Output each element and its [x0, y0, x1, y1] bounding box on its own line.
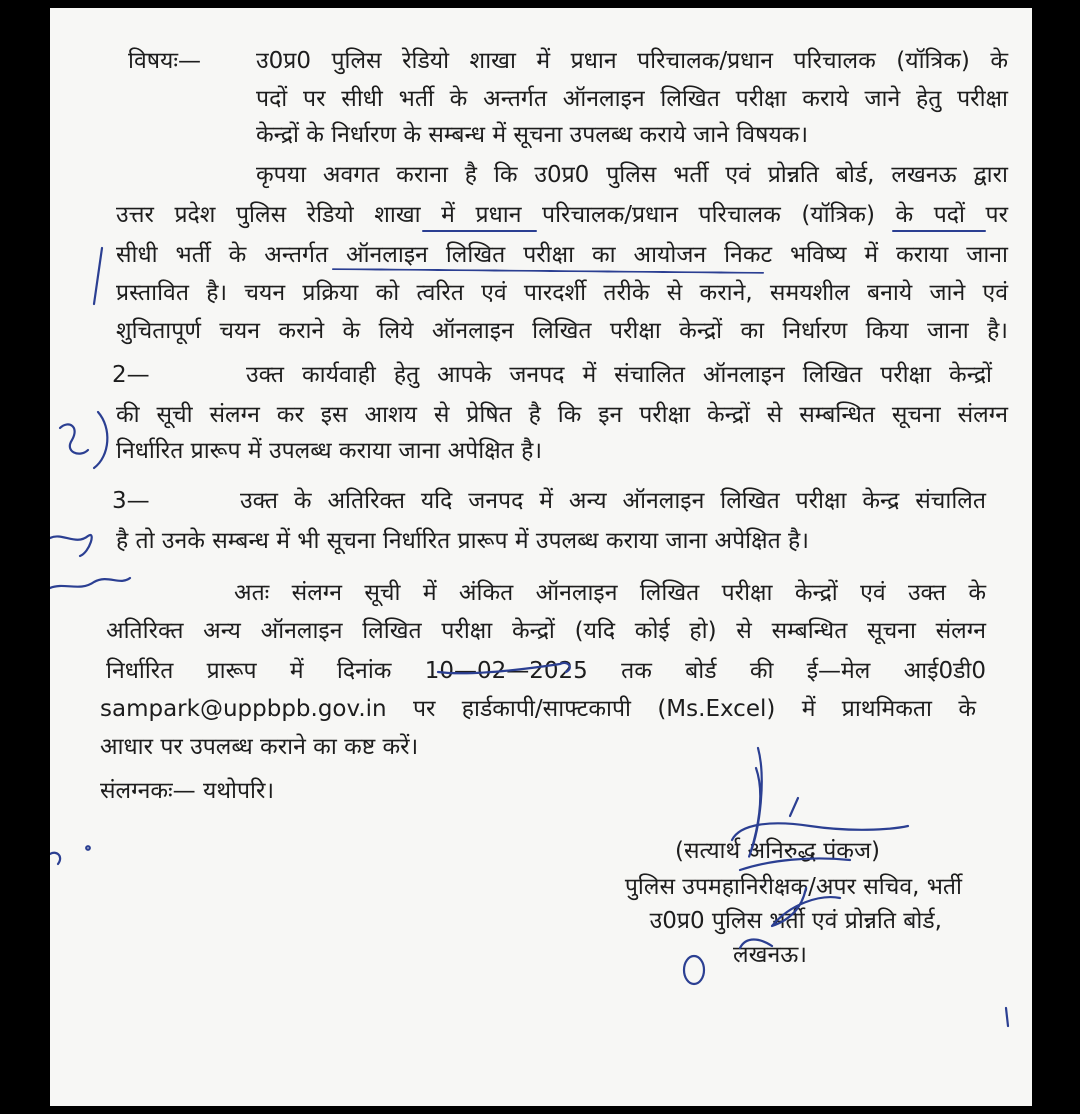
- signatory-name: (सत्यार्थ अनिरुद्ध पंकज): [675, 838, 880, 864]
- para1-line-5: शुचितापूर्ण चयन कराने के लिये ऑनलाइन लिखित परीक्षा केन्द्रों का निर्धारण किया जाना है।: [116, 318, 1008, 344]
- para3-line-2: है तो उनके सम्बन्ध में भी सूचना निर्धारित प्रारूप में उपलब्ध कराया जाना अपेक्षित है।: [116, 528, 809, 554]
- subject-label: विषयः—: [128, 48, 202, 74]
- para4-line-2: अतिरिक्त अन्य ऑनलाइन लिखित परीक्षा केन्द्रों (यदि कोई हो) से सम्बन्धित सूचना संलग्न: [106, 618, 986, 644]
- signatory-office: उ0प्र0 पुलिस भर्ती एवं प्रोन्नति बोर्ड,: [649, 908, 942, 934]
- para2-line-3: निर्धारित प्रारूप में उपलब्ध कराया जाना अपेक्षित है।: [116, 438, 543, 464]
- para1-line-3: सीधी भर्ती के अन्तर्गत ऑनलाइन लिखित परीक्षा का आयोजन निकट भविष्य में कराया जाना: [116, 242, 1009, 268]
- subject-line-2: पदों पर सीधी भर्ती के अन्तर्गत ऑनलाइन लिखित परीक्षा कराये जाने हेतु परीक्षा: [256, 86, 1008, 112]
- para4-line-1: अतः संलग्न सूची में अंकित ऑनलाइन लिखित परीक्षा केन्द्रों एवं उक्त के: [234, 580, 986, 606]
- para3-number: 3—: [112, 488, 150, 514]
- signatory-designation: पुलिस उपमहानिरीक्षक/अपर सचिव, भर्ती: [624, 874, 962, 900]
- para3-line-1: उक्त के अतिरिक्त यदि जनपद में अन्य ऑनलाइन लिखित परीक्षा केन्द्र संचालित: [240, 488, 986, 514]
- para2-line-2: की सूची संलग्न कर इस आशय से प्रेषित है कि इन परीक्षा केन्द्रों से सम्बन्धित सूचना संलग्न: [116, 402, 1008, 428]
- para4-line-5: आधार पर उपलब्ध कराने का कष्ट करें।: [100, 734, 419, 760]
- para2-line-1: उक्त कार्यवाही हेतु आपके जनपद में संचालित ऑनलाइन लिखित परीक्षा केन्द्रों: [246, 362, 992, 388]
- para4-line-4: sampark@uppbpb.gov.in पर हार्डकापी/साफ्टकापी (Ms.Excel) में प्राथमिकता के: [100, 696, 976, 722]
- handwritten-signature-icon: [50, 8, 1032, 1106]
- subject-line-1: उ0प्र0 पुलिस रेडियो शाखा में प्रधान परिचालक/प्रधान परिचालक (यॉत्रिक) के: [256, 48, 1008, 74]
- para1-line-1: कृपया अवगत कराना है कि उ0प्र0 पुलिस भर्ती एवं प्रोन्नति बोर्ड, लखनऊ द्वारा: [256, 162, 1008, 188]
- subject-line-3: केन्द्रों के निर्धारण के सम्बन्ध में सूचना उपलब्ध कराये जाने विषयक।: [256, 122, 809, 148]
- para2-number: 2—: [112, 362, 150, 388]
- para4-line-3: निर्धारित प्रारूप में दिनांक 10—02—2025 तक बोर्ड की ई—मेल आई0डी0: [106, 658, 986, 684]
- document-page: [50, 8, 1032, 1106]
- letter-body: [50, 8, 1032, 1106]
- signatory-city: लखनऊ।: [733, 942, 807, 968]
- para1-line-4: प्रस्तावित है। चयन प्रक्रिया को त्वरित एवं पारदर्शी तरीके से कराने, समयशील बनाये जाने एवं: [116, 280, 1008, 306]
- para1-line-2: उत्तर प्रदेश पुलिस रेडियो शाखा में प्रधान परिचालक/प्रधान परिचालक (यॉत्रिक) के पदों पर: [116, 202, 1008, 228]
- enclosure-note: संलग्नकः— यथोपरि।: [100, 778, 275, 804]
